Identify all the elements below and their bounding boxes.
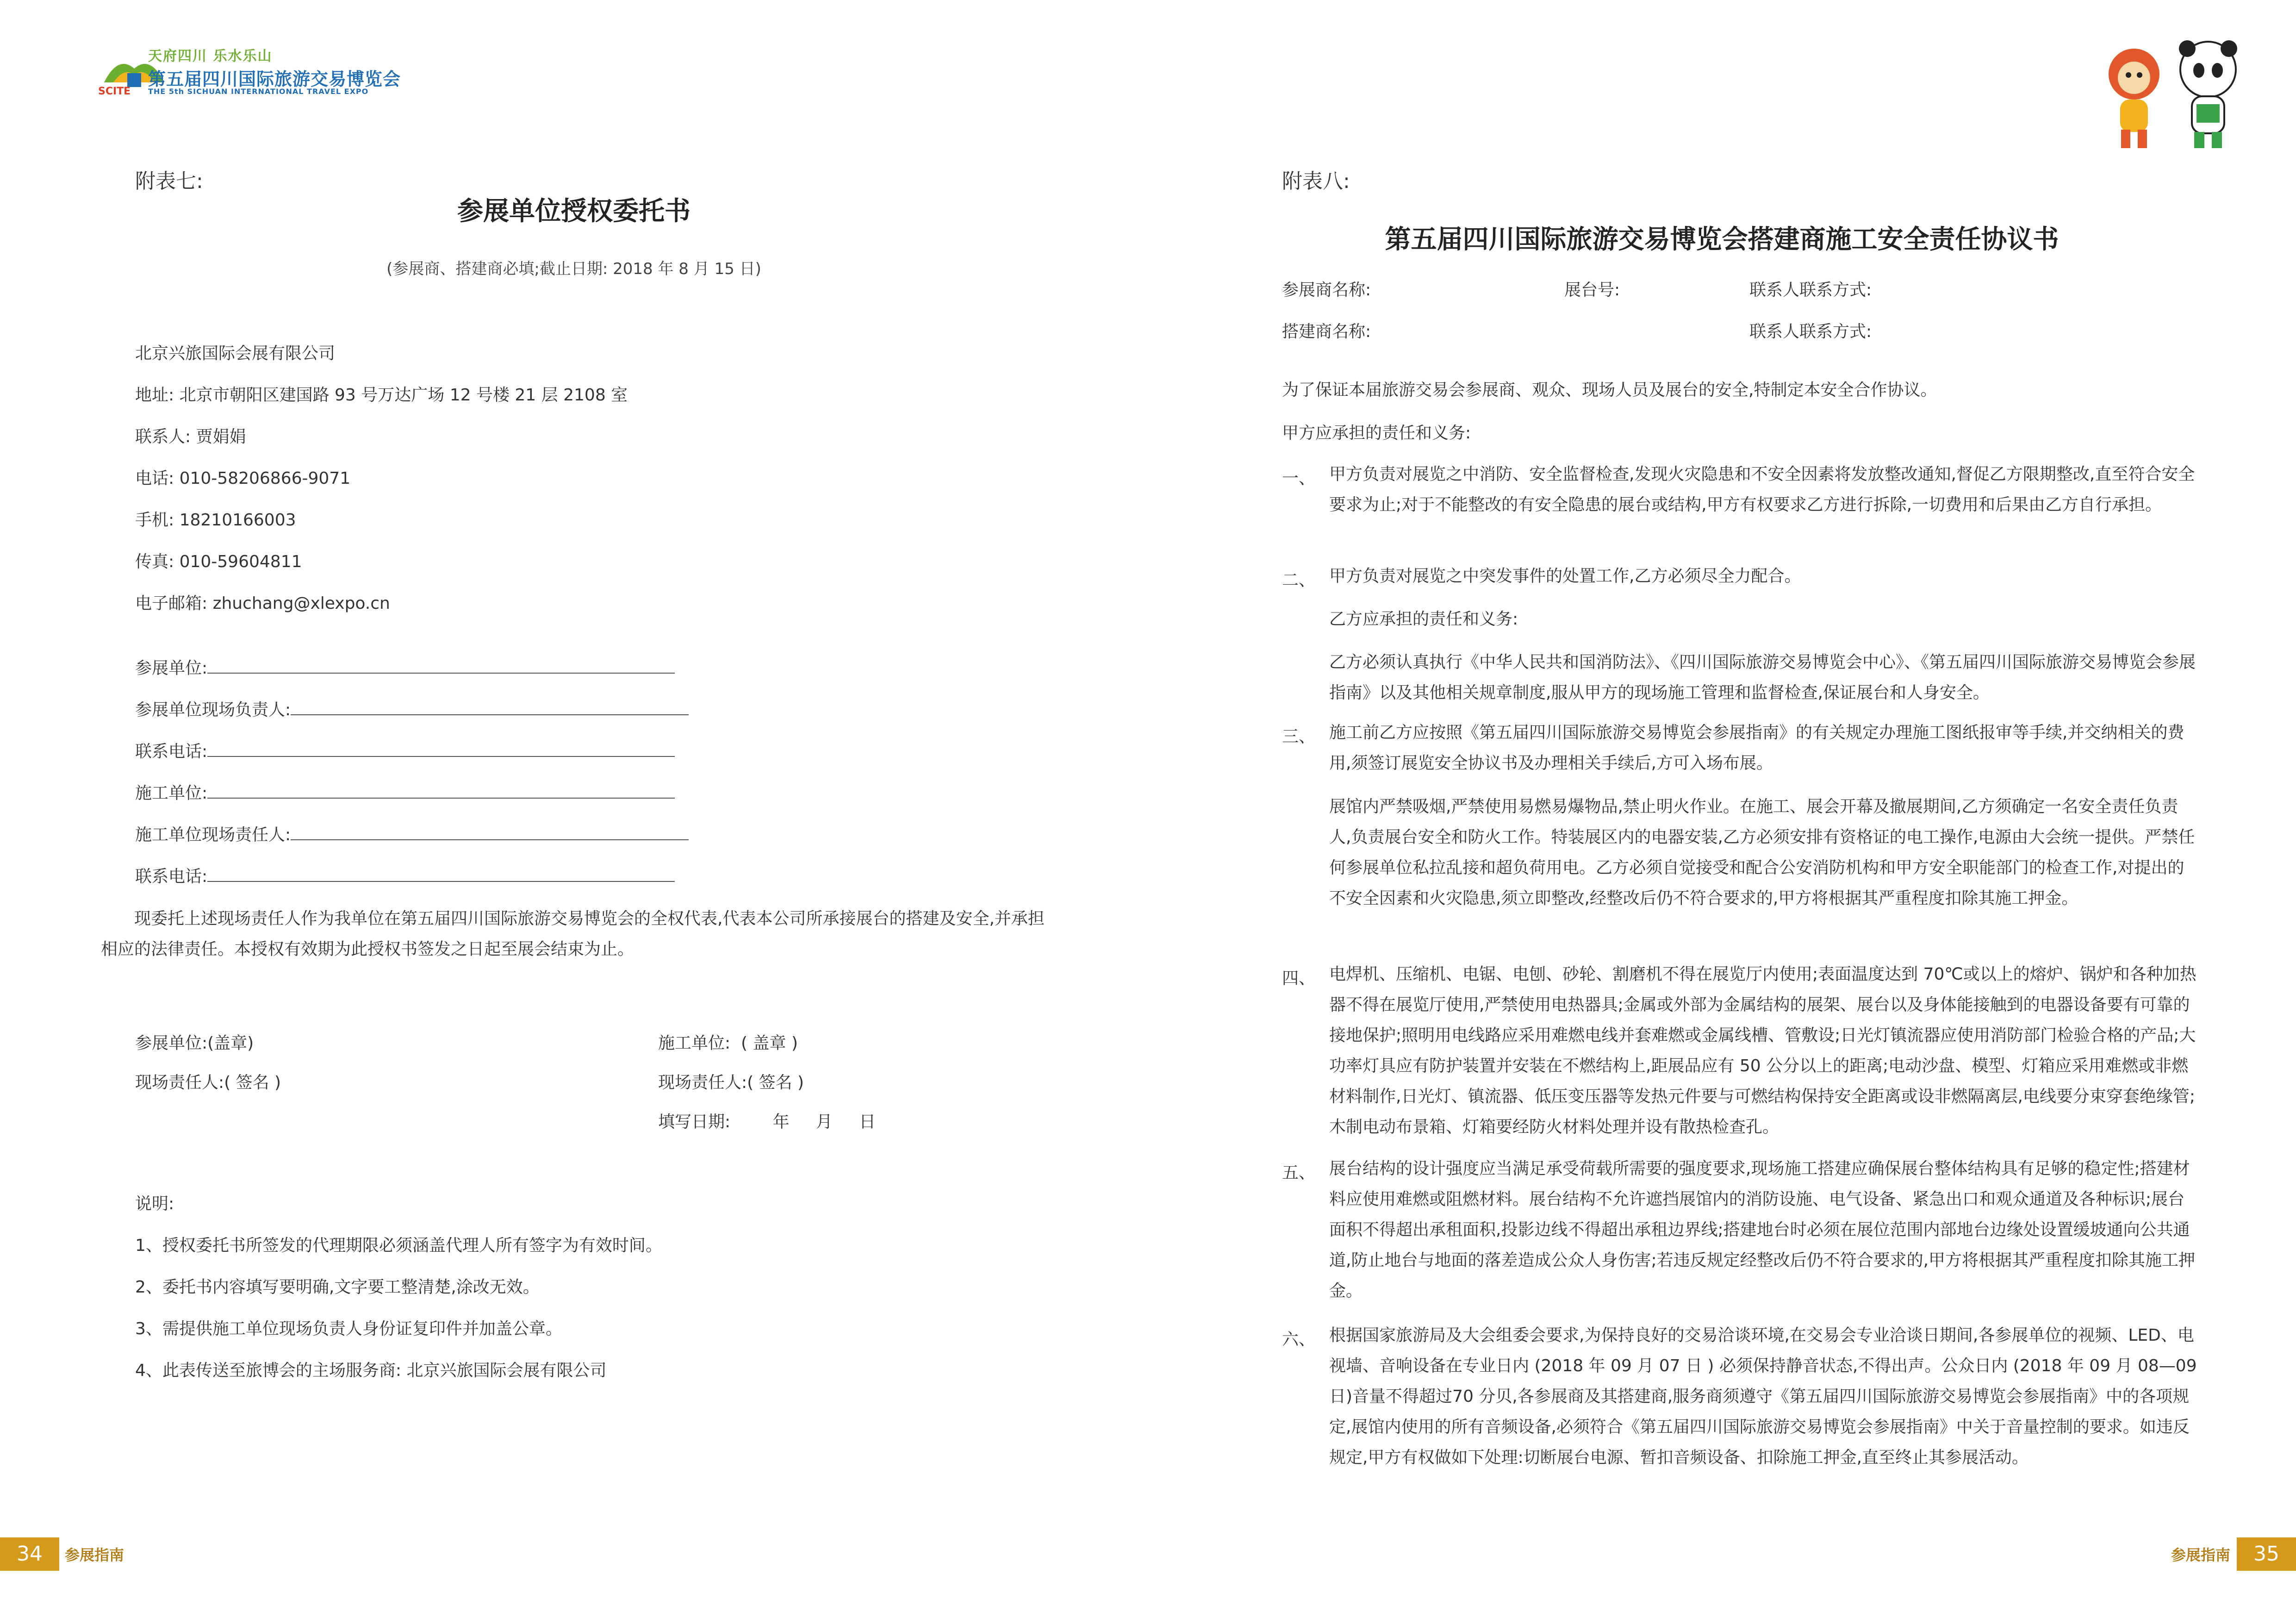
exhibitor-name-label: 参展商名称:	[1282, 281, 1371, 300]
contact-fax: 传真: 010-59604811	[135, 552, 302, 571]
authorization-statement: 现委托上述现场责任人作为我单位在第五届四川国际旅游交易博览会的全权代表,代表本公司所承接展台的搭建及安全,并承担相应的法律责任。本授权有效期为此授权书签发之日起至展会结束为止。	[101, 909, 1045, 959]
blank-line[interactable]	[207, 869, 675, 882]
form-field-phone-2[interactable]	[135, 863, 675, 887]
clause-2: 甲方负责对展览之中突发事件的处置工作,乙方必须尽全力配合。	[1329, 567, 1801, 586]
form-field-label: 施工单位:	[135, 784, 208, 803]
blank-line[interactable]	[291, 702, 689, 715]
blank-line[interactable]	[207, 744, 675, 757]
note-item: 4、此表传送至旅博会的主场服务商: 北京兴旅国际会展有限公司	[135, 1361, 607, 1380]
form-field-phone-1[interactable]	[135, 738, 675, 762]
sign-contractor-person: 现场责任人:( 签名 )	[658, 1073, 804, 1092]
company-name: 北京兴旅国际会展有限公司	[135, 344, 336, 363]
exhibitor-contact-label: 联系人联系方式:	[1749, 281, 1872, 300]
form-field-contractor-manager[interactable]	[135, 822, 689, 845]
contact-person: 联系人: 贾娟娟	[135, 427, 246, 446]
sign-contractor-seal: 施工单位: ( 盖章 )	[658, 1034, 798, 1053]
appendix-label: 附表八:	[1282, 169, 1350, 193]
appendix-label: 附表七:	[135, 169, 203, 193]
form-field-contractor[interactable]	[135, 780, 675, 804]
sign-exhibitor-person: 现场责任人:( 签名 )	[135, 1073, 281, 1092]
form-field-label: 参展单位现场负责人:	[135, 700, 291, 719]
agreement-intro: 为了保证本届旅游交易会参展商、观众、现场人员及展台的安全,特制定本安全合作协议。	[1282, 381, 1937, 400]
clause-3-safety: 展馆内严禁吸烟,严禁使用易燃易爆物品,禁止明火作业。在施工、展会开幕及撤展期间,乙方须确定一名安全责任负责人,负责展台安全和防火工作。特装展区内的电器安装,乙方必须安排有资格证的电工操作,电源由大会统一提供。严禁任何参展单位私拉乱接和超负荷用电。乙方必须自觉接受和配合公安消防机构和甲方安全职能部门的检查工作,对提出的不安全因素和火灾隐患,须立即整改,经整改后仍不符合要求的,甲方将根据其严重程度扣除其施工押金。	[1329, 797, 2195, 908]
clause-number: 二、	[1282, 571, 1316, 590]
blank-line[interactable]	[207, 661, 675, 674]
note-item: 2、委托书内容填写要明确,文字要工整清楚,涂改无效。	[135, 1278, 540, 1297]
expo-mascots-icon	[2092, 37, 2259, 153]
page-number: 35	[2237, 1537, 2296, 1571]
right-page	[1148, 0, 2296, 1624]
logo-abbr: SCITE	[98, 86, 131, 97]
deadline-note: (参展商、搭建商必填;截止日期: 2018 年 8 月 15 日)	[386, 260, 761, 278]
clause-4: 电焊机、压缩机、电锯、电刨、砂轮、割磨机不得在展览厅内使用;表面温度达到 70℃或以上的熔炉、锅炉和各种加热器不得在展览厅使用,严禁使用电热器具;金属或外部为金属结构的展架、展台以及身体能接触到的电器设备要有可靠的接地保护;照明用电线路应采用难燃电线并套难燃或金属线槽、管敷设;日光灯镇流器应使用消防部门检验合格的产品;大功率灯具应有防护装置并安装在不燃结构上,距展品应有 50 公分以上的距离;电动沙盘、模型、灯箱应采用难燃或非燃材料制作,日光灯、镇流器、低压变压器等发热元件要与可燃结构保持安全距离或设非燃隔离层,电线要分束穿套绝缘管;木制电动布景箱、灯箱要经防火材料处理并设有散热检查孔。	[1329, 965, 2196, 1137]
form-field-exhibitor[interactable]	[135, 655, 675, 679]
clause-5: 展台结构的设计强度应当满足承受荷载所需要的强度要求,现场施工搭建应确保展台整体结构具有足够的稳定性;搭建材料应使用难燃或阻燃材料。展台结构不允许遮挡展馆内的消防设施、电气设备、紧急出口和观众通道及各种标识;展台面积不得超出承租面积,投影边线不得超出承租边界线;搭建地台时必须在展位范围内部地台边缘处设置缓坡通向公共通道,防止地台与地面的落差造成公众人身伤害;若违反规定经整改后仍不符合要求的,甲方将根据其严重程度扣除其施工押金。	[1329, 1159, 2196, 1300]
blank-line[interactable]	[207, 786, 675, 799]
contact-phone: 电话: 010-58206866-9071	[135, 469, 351, 488]
sign-exhibitor-seal: 参展单位:(盖章)	[135, 1034, 254, 1053]
fill-date: 填写日期: 年 月 日	[658, 1112, 876, 1131]
form-field-label: 施工单位现场责任人:	[135, 825, 291, 844]
logo-expo-english: THE 5th SICHUAN INTERNATIONAL TRAVEL EXPO	[148, 87, 369, 96]
clause-number: 三、	[1282, 727, 1316, 746]
form-field-label: 参展单位:	[135, 659, 208, 678]
clause-number: 四、	[1282, 969, 1316, 988]
footer-section-label: 参展指南	[2171, 1546, 2230, 1564]
party-a-title: 甲方应承担的责任和义务:	[1282, 424, 1471, 443]
contractor-contact-label: 联系人联系方式:	[1749, 322, 1872, 341]
booth-number-label: 展台号:	[1564, 281, 1620, 300]
notes-title: 说明:	[135, 1194, 174, 1213]
logo-slogan: 天府四川 乐水乐山	[148, 48, 273, 64]
contractor-name-label: 搭建商名称:	[1282, 322, 1371, 341]
footer-section-label: 参展指南	[65, 1546, 124, 1564]
document-title: 参展单位授权委托书	[457, 196, 691, 226]
logo-expo-name: 第五届四川国际旅游交易博览会	[148, 69, 401, 89]
form-field-label: 联系电话:	[135, 742, 208, 761]
note-item: 1、授权委托书所签发的代理期限必须涵盖代理人所有签字为有效时间。	[135, 1236, 662, 1255]
clause-3: 施工前乙方应按照《第五届四川国际旅游交易博览会参展指南》的有关规定办理施工图纸报审等手续,并交纳相关的费用,须签订展览安全协议书及办理相关手续后,方可入场布展。	[1329, 723, 2184, 773]
page-number: 34	[0, 1537, 59, 1571]
form-field-exhibitor-manager[interactable]	[135, 697, 689, 720]
document-title: 第五届四川国际旅游交易博览会搭建商施工安全责任协议书	[1385, 225, 2059, 255]
contact-email: 电子邮箱: zhuchang@xlexpo.cn	[135, 594, 390, 613]
clause-number: 五、	[1282, 1163, 1316, 1182]
clause-6: 根据国家旅游局及大会组委会要求,为保持良好的交易洽谈环境,在交易会专业洽谈日期间,各参展单位的视频、LED、电视墙、音响设备在专业日内 (2018 年 09 月 07 日 ) 必须保持静音状态,不得出声。公众日内 (2018 年 09 月 08—09 日)音量不得超过70 分贝,各参展商及其搭建商,服务商须遵守《第五届四川国际旅游交易博览会参展指南》中的各项规定,展馆内使用的所有音频设备,必须符合《第五届四川国际旅游交易博览会参展指南》中关于音量控制的要求。如违反规定,甲方有权做如下处理:切断展台电源、暂扣音频设备、扣除施工押金,直至终止其参展活动。	[1329, 1326, 2197, 1467]
blank-line[interactable]	[291, 827, 689, 840]
note-item: 3、需提供施工单位现场负责人身份证复印件并加盖公章。	[135, 1319, 562, 1338]
clause-number: 一、	[1282, 469, 1316, 488]
clause-1: 甲方负责对展览之中消防、安全监督检查,发现火灾隐患和不安全因素将发放整改通知,督促乙方限期整改,直至符合安全要求为止;对于不能整改的有安全隐患的展台或结构,甲方有权要求乙方进行拆除,一切费用和后果由乙方自行承担。	[1329, 465, 2195, 514]
clause-number: 六、	[1282, 1330, 1316, 1349]
contact-mobile: 手机: 18210166003	[135, 511, 296, 530]
party-b-obligations: 乙方必须认真执行《中华人民共和国消防法》、《四川国际旅游交易博览会中心》、《第五届四川国际旅游交易博览会参展指南》以及其他相关规章制度,服从甲方的现场施工管理和监督检查,保证展台和人身安全。	[1329, 653, 2196, 702]
form-field-label: 联系电话:	[135, 867, 208, 886]
party-b-title: 乙方应承担的责任和义务:	[1329, 610, 1518, 629]
company-address: 地址: 北京市朝阳区建国路 93 号万达广场 12 号楼 21 层 2108 室	[135, 386, 628, 405]
